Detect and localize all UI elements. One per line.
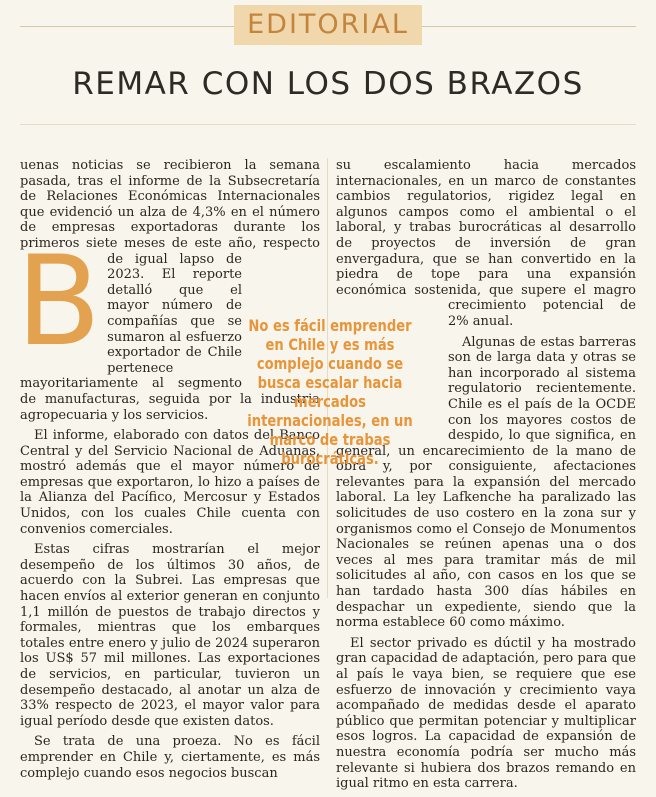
paragraph-7: El sector privado es dúctil y ha mostrado gran capacidad de adaptación, pero para que al país le vaya bien, se requiere que ese esfuerzo de innovación y crecimiento vaya acompañado de medidas desde el aparato público que permitan potenciar y multiplicar esos logros. La capacidad de expansión de nuestra economía podría ser mucho más relevante si hubiera dos brazos remando en igual ritmo en esta carrera.: [336, 635, 636, 792]
drop-cap: B: [16, 230, 102, 374]
pull-quote: No es fácil emprender en Chile y es más complejo cuando se busca escalar hacia mercados internacionales, en un marco de trabas burocráticas.: [247, 316, 413, 468]
headline-divider: [20, 124, 636, 125]
section-label: EDITORIAL: [234, 5, 422, 45]
right-column: [336, 158, 636, 797]
section-header: [0, 5, 656, 45]
left-column: [16, 158, 320, 786]
section-rule-right: [422, 26, 636, 27]
headline: REMAR CON LOS DOS BRAZOS: [72, 66, 584, 102]
section-rule-left: [20, 26, 234, 27]
paragraph-4: Se trata de una proeza. No es fácil emprender en Chile y, ciertamente, es más complejo cuando esos negocios buscan: [20, 734, 320, 781]
paragraph-3: Estas cifras mostrarían el mejor desempeño de los últimos 30 años, de acuerdo con la Subrei. Las empresas que hacen envíos al exterior generan en conjunto 1,1 millón de puestos de trabajo directos y formales, mientras que los embarques totales entre enero y julio de 2024 superaron los US$ 57 mil millones. Las exportaciones de servicios, en particular, tuvieron un desempeño destacado, al anotar un alza de 33% respecto de 2023, el mayor valor para igual período desde que existen datos.: [20, 542, 320, 729]
paragraph-5: su escalamiento hacia mercados internacionales, en un marco de constantes cambios regulatorios, rigidez legal en algunos campos como el ambiental o el laboral, y trabas burocráticas al desarrollo de proyectos de inversión de gran envergadura, que se han convertido en la piedra de tope para una expansión económica sostenida, que supere el magro crecimiento potencial de 2% anual.: [336, 158, 636, 329]
paragraph-6: Algunas de estas barreras son de larga data y otras se han incorporado al sistema regulatorio recientemente. Chile es el país de la OCDE con los mayores costos de despido, lo que significa, en general, un encarecimiento de la mano de obra y, por consiguiente, afectaciones relevantes para la expansión del mercado laboral. La ley Lafkenche ha paralizado las solicitudes de uso costero en la zona sur y organismos como el Consejo de Monumentos Nacionales se reúnen apenas una o dos veces al mes para tramitar más de mil solicitudes al año, con casos en los que se han tardado hasta 300 días hábiles en despachar un expediente, siendo que la norma establece 60 como máximo.: [336, 334, 636, 631]
paragraph-2: El informe, elaborado con datos del Banco Central y del Servicio Nacional de Aduanas, mostró además que el mayor número de empresas que exportaron, lo hizo a países de la Alianza del Pacífico, Mercosur y Estados Unidos, con los cuales Chile cuenta con convenios comerciales.: [20, 428, 320, 537]
paragraph-1: uenas noticias se recibieron la semana pasada, tras el informe de la Subsecretaría de Relaciones Económicas Internacionales que evidenció un alza de 4,3% en el número de empresas exportadoras durante los primeros siete meses de este año, respecto de igual lapso de 2023. El reporte detalló que el mayor número de compañías que se sumaron al esfuerzo exportador de Chile pertenece mayoritariamente al segmento de manufacturas, seguida por la industria agropecuaria y los servicios.: [20, 158, 320, 423]
